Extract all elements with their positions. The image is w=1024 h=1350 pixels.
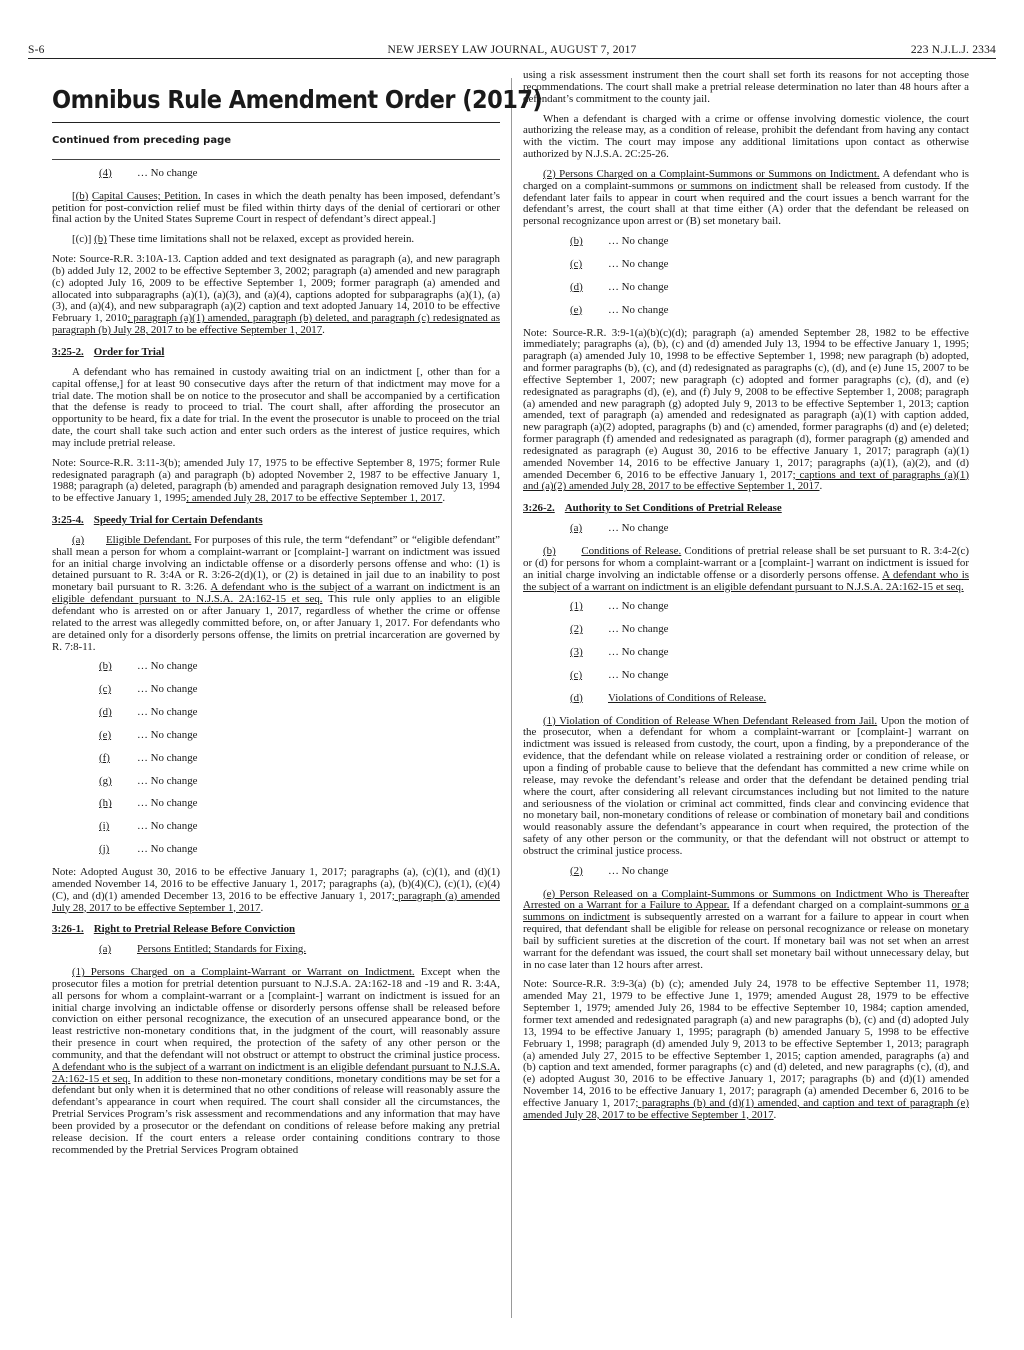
list-item: [99, 168, 500, 180]
domestic-violence-text: When a defendant is charged with a crime or offense involving domestic violence, the court authorizing the release may, as a condition of release, prohibit the defendant from having any contact with the victim. The court may impose any additional limitations upon contact as otherwise authorized by N.J.S.A. 2C:25-26.: [523, 112, 969, 161]
list-item: (2) … No change: [570, 623, 669, 636]
page-number: S-6: [28, 44, 45, 56]
paragraph-c: [(c)] (b) These time limitations shall not be relaxed, except as provided herein.: [72, 233, 415, 246]
list-item: (h) … No change: [99, 797, 198, 810]
continued-text: using a risk assessment instrument then the court shall set forth its reasons for not accepting those recommendations. The court shall make a pretrial release determination no later than 48 hours after a defendant’s commitment to the county jail.: [523, 69, 969, 105]
section-text: (2) Persons Charged on a Complaint-Summons or Summons on Indictment. A defendant who is charged on a complaint-summons or summons on indictment shall be released from custody. If the defendant later fails to appear in court when required and the court issues a bench warrant for the defendant’s arrest, the court shall at that time either (A) order that the defendant be released on personal recognizance upon arrest or (B) set monetary bail.: [523, 167, 969, 228]
source-note: Note: Source-R.R. 3:10A-13. Caption added and text designated as paragraph (a), and new paragraph (b) added July 12, 2002 to be effective September 3, 2002; paragraph (a) amended and new paragraph (c) adopted July 16, 2009 to be effective September 1, 2009; former paragraph (a) amended and allocated into subparagraphs (a)(1), (a)(3), and (a)(4), captions adopted for subparagraphs (a)(1), (a)(3), and (a)(4), and new subparagraph (a)(2) caption and text adopted January 14, 2010 to be effective February 1, 2010; paragraph (a)(1) amended, paragraph (b) deleted, and paragraph (c) redesignated as paragraph (b) July 28, 2017 to be effective September 1, 2017.: [52, 253, 500, 337]
left-column: [52, 70, 543, 1165]
list-item: (j) … No change: [99, 843, 198, 856]
section-text: (1) Violation of Condition of Release When Defendant Released from Jail. Upon the motion of the prosecutor, when a defendant for whom a complaint-warrant or [complaint-] warrant on indictment was issued is released from custody, the court, upon a finding, by a preponderance of the evidence, that the defendant while on release violated a restraining order or condition of release, or upon a finding of probable cause to believe that the defendant has committed a new crime while on release, may revoke the defendant’s release and order that the defendant be detained pending trial where the court, after considering all relevant circumstances including but not limited to the nature and seriousness of the violation or criminal act committed, finds clear and convincing evidence that no monetary bail, non-monetary conditions of release or combination of monetary bail and conditions would reasonably assure the defendant’s appearance in court when required, the protection of the safety of any other person or the community, or that the defendant will not obstruct or attempt to obstruct the criminal justice process.: [523, 714, 969, 857]
right-column: [523, 70, 969, 1130]
article-title: Omnibus Rule Amendment Order (2017): [52, 85, 543, 114]
list-item: (a) … No change: [570, 522, 669, 535]
header-rule: [28, 58, 996, 59]
section-heading: 3:26-1. Right to Pretrial Release Before Conviction: [52, 923, 296, 936]
list-item: (i) … No change: [99, 820, 198, 833]
list-item: (d) Violations of Conditions of Release.: [570, 691, 767, 704]
section-text: (a) Eligible Defendant. For purposes of this rule, the term “defendant” or “eligible defendant” shall mean a person for whom a complaint-warrant or [complaint-] warrant on indictment was issued for an initial charge involving an indictable offense or a disorderly persons offense and who: (1) is detained pursuant to R. 3:4A or R. 3:26-2(d)(1), or (2) is detained in jail due to an inability to post monetary bail pursuant to R. 3:26. A defendant who is the subject of a warrant on indictment is an eligible defendant pursuant to N.J.S.A. 2A:162-15 et seq. This rule only applies to an eligible defendant who is arrested on or after January 1, 2017, regardless of whether the crime or offense related to the arrest was allegedly committed before, on, or after January 1, 2017. For defendants who are detained only for a disorderly persons offense, the limits on pretrial incarceration are governed by R. 7:8-11.: [52, 533, 501, 653]
continued-label: Continued from preceding page: [52, 135, 232, 146]
list-item: (e) … No change: [99, 728, 198, 741]
list-item: (2) … No change: [570, 864, 669, 877]
continued-rule: [52, 159, 500, 160]
list-item: (c) … No change: [99, 683, 198, 696]
citation: 223 N.J.L.J. 2334: [910, 44, 996, 56]
source-note: Note: Source-R.R. 3:11-3(b); amended July 17, 1975 to be effective September 8, 1975; former Rule redesignated paragraph (a) and paragraph (b) adopted November 2, 1987 to be effective January 1, 1988; paragraph (a) deleted, paragraph (b) amended and paragraph designation removed July 13, 1994 to be effective January 1, 1995; amended July 28, 2017 to be effective September 1, 2017.: [52, 456, 500, 505]
list-item: (e) … No change: [570, 303, 669, 316]
column-divider: [511, 78, 512, 1318]
list-item: (d) … No change: [570, 280, 669, 293]
section-text: (e) Person Released on a Complaint-Summons or Summons on Indictment Who is Thereafter Arrested on a Warrant for a Failure to Appear. If a defendant charged on a complaint-summons or a summons on indictment is subsequently arrested on a warrant for a failure to appear in court when required, that defendant shall be eligible for release on personal recognizance or release on monetary bail by sufficient sureties at the discretion of the court. If monetary bail was not set when an arrest warrant for the defendant was issued, the court shall set monetary bail without unnecessary delay, but in no case later than 12 hours after arrest.: [523, 887, 969, 971]
item-text: … No change: [137, 166, 198, 179]
list-item: (b) … No change: [570, 235, 669, 248]
list-item: (a) Persons Entitled; Standards for Fixing.: [99, 943, 307, 956]
item-label: (4): [99, 166, 112, 179]
section-text: (1) Persons Charged on a Complaint-Warrant or Warrant on Indictment. Except when the prosecutor files a motion for pretrial detention pursuant to N.J.S.A. 2A:162-18 and -19 and R. 3:4A, all persons for whom a complaint-warrant or a [complaint-] warrant on indictment is issued for an initial charge involving an indictable offense or disorderly persons offense shall be released before conviction on either personal recognizance, the execution of an unsecured appearance bond, or the least restrictive non-monetary conditions that, in the judgment of the court, will reasonably assure their presence in court when required, the protection of the safety of any other person or the community, and that the defendant will not obstruct or attempt to obstruct the criminal justice process. A defendant who is the subject of a warrant on indictment is an eligible defendant pursuant to N.J.S.A. 2A:162-15 et seq. In addition to these non-monetary conditions, monetary conditions may be set for a defendant but only when it is determined that no other conditions of release will reasonably assure the defendant’s appearance in court when required. The court shall consider all the circumstances, the Pretrial Services Program’s risk assessment and recommendations and any information that may have been provided by a prosecutor or the defendant on conditions of release before making any pretrial release decision. If the court enters a release order containing conditions contrary to those recommended by the Pretrial Services Program obtained: [52, 966, 501, 1156]
list-item: (c) … No change: [570, 668, 669, 681]
section-heading: 3:25-2. Order for Trial: [52, 345, 165, 358]
list-item: (c) … No change: [570, 257, 669, 270]
no-change-list: [52, 661, 500, 856]
publication-line: NEW JERSEY LAW JOURNAL, AUGUST 7, 2017: [387, 44, 637, 56]
source-note: Note: Adopted August 30, 2016 to be effective January 1, 2017; paragraphs (a), (c)(1), and (d)(1) amended November 14, 2016 to be effective January 1, 2017; paragraphs (a), (b)(4)(C), (c)(1), (c)(4)(C), and (d)(1) amended December 13, 2016 to be effective January 1, 2017; paragraph (a) amended July 28, 2017 to be effective September 1, 2017.: [52, 865, 500, 914]
title-rule: [52, 122, 500, 123]
list-item: (1) … No change: [570, 600, 669, 613]
source-note: Note: Source-R.R. 3:9-3(a) (b) (c); amended July 24, 1978 to be effective September 11, 1978; amended May 21, 1979 to be effective June 1, 1979; amended August 28, 1979 to be effective September 1, 1979; amended July 26, 1984 to be effective September 10, 1984; caption amended, former text amended and redesignated paragraph (a) and new paragraphs (b), (c) and (d) adopted July 13, 1994 to be effective January 1, 1995; paragraph (b) amended January 5, 1998 to be effective February 1, 1998; paragraph (d) amended July 9, 2013 to be effective September 1, 2013; paragraph (a) amended July 27, 2015 to be effective September 1, 2015; caption amended, paragraphs (a) and (b) caption and text amended, former paragraphs (c) and (d) deleted, and new paragraphs (c), (d), and (e) adopted August 30, 2016 to be effective January 1, 2017; paragraphs (b) and (d)(1) amended November 14, 2016 to be effective January 1, 2017; paragraph (a) amended December 6, 2016 to be effective January 1, 2017; paragraphs (b) and (d)(1) amended, and caption and text of paragraph (e) amended July 28, 2017 to be effective September 1, 2017.: [523, 978, 969, 1121]
section-text: (b) Conditions of Release. Conditions of pretrial release shall be set pursuant to R. 3:4-2(c) or (d) for persons for whom a complaint-warrant or a [complaint-] warrant on indictment is issued for an initial charge involving an indictable offense or a disorderly persons offense. A defendant who is the subject of a warrant on indictment is an eligible defendant pursuant to N.J.S.A. 2A:162-15 et seq.: [523, 545, 969, 593]
page-header: [28, 40, 996, 60]
list-item: (d) … No change: [99, 706, 198, 719]
list-item: (3) … No change: [570, 646, 669, 659]
section-heading: 3:26-2. Authority to Set Conditions of Pretrial Release: [523, 502, 782, 515]
list-item: (b) … No change: [99, 660, 198, 673]
list-item: (f) … No change: [99, 751, 198, 764]
section-heading: 3:25-4. Speedy Trial for Certain Defendants: [52, 514, 263, 527]
list-item: (g) … No change: [99, 774, 198, 787]
section-text: A defendant who has remained in custody awaiting trial on an indictment [, other than for a capital offense,] for at least 90 consecutive days after the return of that indictment may move for a trial date. The motion shall be on notice to the prosecutor and shall be accompanied by a certification that the defense is ready to proceed to trial. The court shall, after affording the prosecutor an opportunity to be heard, fix a date for trial. In the event the prosecutor is unable to proceed on the trial date, the court shall take such action and enter such orders as the interest of justice requires, which may include pretrial release.: [52, 365, 500, 449]
no-change-list: [523, 236, 969, 316]
source-note: Note: Source-R.R. 3:9-1(a)(b)(c)(d); paragraph (a) amended September 28, 1982 to be effective immediately; paragraphs (a), (b), (c) and (d) amended July 13, 1994 to be effective January 1, 1995; paragraph (a) amended July 10, 1998 to be effective September 1, 1998; new paragraph (b) adopted, and former paragraphs (b), (c), and (d) redesignated as paragraphs (c), (d), and (e) June 15, 2007 to be effective September 1, 2007; new paragraph (c) adopted and former paragraphs (c), (d), and (e) redesignated as paragraphs (d), (e), and (f) July 9, 2008 to be effective September 1, 2008; paragraph (a) amended and new paragraph (g) adopted July 9, 2013 to be effective September 1, 2013; caption amended, text of paragraph (a) amended and redesignated as paragraph (a)(1) with caption added, new paragraph (a)(2) adopted, paragraphs (b) and (c) amended, former paragraphs (d) and (e) deleted; former paragraph (f) amended and redesignated as paragraph (d), former paragraph (g) amended and redesignated as paragraph (e) August 30, 2016 to be effective January 1, 2017; paragraph (a)(1) amended November 14, 2016 to be effective January 1, 2017; paragraphs (a)(1), (a)(2), and (d) amended December 6, 2016 to be effective January 1, 2017; captions and text of paragraphs (a)(1) and (a)(2) amended July 28, 2017 to be effective September 1, 2017.: [523, 326, 969, 493]
paragraph-b-deleted: [(b) Capital Causes; Petition. In cases in which the death penalty has been imposed, defendant’s petition for post-conviction relief must be filed within thirty days of the denial of certiorari or other final action by the United States Supreme Court in respect of defendant’s direct appeal.]: [52, 189, 500, 226]
no-change-list: [523, 601, 969, 681]
